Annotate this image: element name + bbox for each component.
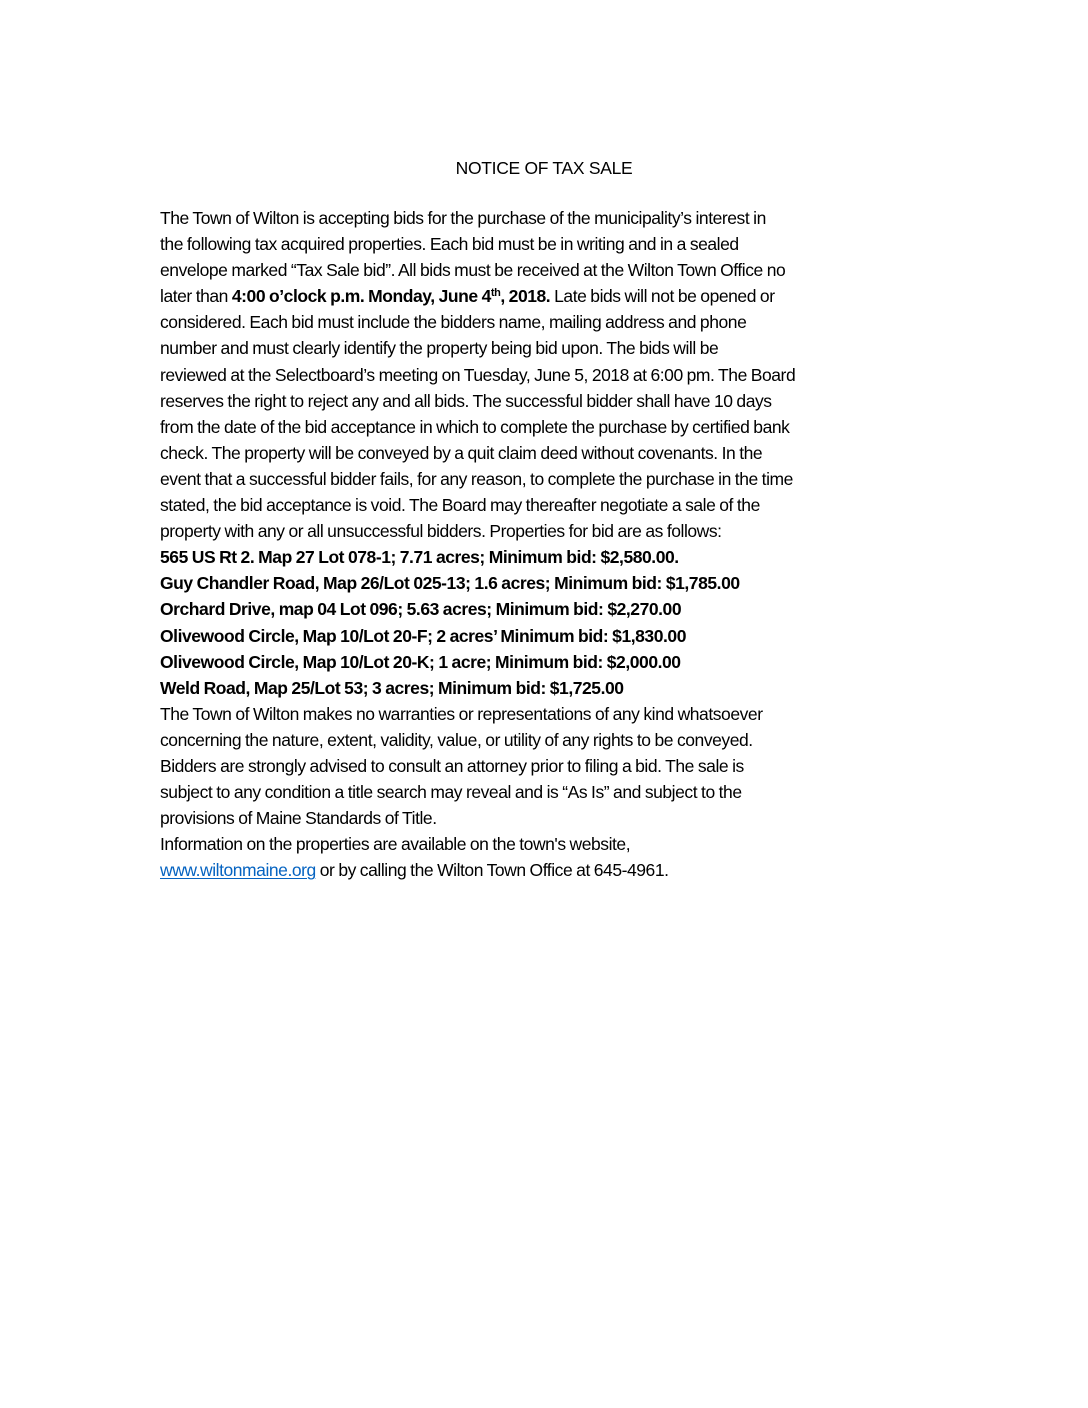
website-link[interactable]: www.wiltonmaine.org bbox=[160, 860, 316, 881]
property-item: Weld Road, Map 25/Lot 53; 3 acres; Minimum bid: $1,725.00 bbox=[160, 677, 624, 698]
intro-line: envelope marked “Tax Sale bid”. All bids must be received at the Wilton Town Office no bbox=[160, 260, 786, 281]
intro-line: the following tax acquired properties. Each bid must be in writing and in a sealed bbox=[160, 234, 739, 255]
body-line: reserves the right to reject any and all bids. The successful bidder shall have 10 days bbox=[160, 390, 772, 411]
deadline-year: , 2018. bbox=[500, 286, 551, 307]
deadline-datetime: 4:00 o’clock p.m. Monday, June 4 bbox=[231, 286, 491, 307]
body-line: stated, the bid acceptance is void. The Board may thereafter negotiate a sale of the bbox=[160, 495, 760, 516]
contact-line bbox=[160, 857, 940, 883]
contact-suffix: or by calling the Wilton Town Office at 645-4961. bbox=[315, 860, 669, 881]
body-line: check. The property will be conveyed by a quit claim deed without covenants. In the bbox=[160, 442, 763, 463]
property-item: Olivewood Circle, Map 10/Lot 20-F; 2 acres’ Minimum bid: $1,830.00 bbox=[160, 625, 686, 646]
body-line: considered. Each bid must include the bidders name, mailing address and phone bbox=[160, 312, 747, 333]
notice-body bbox=[160, 205, 940, 883]
disclaimer-line: subject to any condition a title search may reveal and is “As Is” and subject to the bbox=[160, 782, 742, 803]
property-item: Guy Chandler Road, Map 26/Lot 025-13; 1.6 acres; Minimum bid: $1,785.00 bbox=[160, 573, 740, 594]
disclaimer-line: concerning the nature, extent, validity, value, or utility of any rights to be conveyed. bbox=[160, 729, 753, 750]
disclaimer-line: Bidders are strongly advised to consult an attorney prior to filing a bid. The sale is bbox=[160, 755, 744, 776]
property-item: Orchard Drive, map 04 Lot 096; 5.63 acres; Minimum bid: $2,270.00 bbox=[160, 599, 682, 620]
deadline-prefix: later than bbox=[160, 286, 232, 307]
info-line: Information on the properties are available on the town's website, bbox=[160, 834, 631, 855]
disclaimer-line: provisions of Maine Standards of Title. bbox=[160, 808, 437, 829]
disclaimer-line: The Town of Wilton makes no warranties or representations of any kind whatsoever bbox=[160, 703, 763, 724]
body-line: from the date of the bid acceptance in which to complete the purchase by certified bank bbox=[160, 416, 790, 437]
property-item: Olivewood Circle, Map 10/Lot 20-K; 1 acre; Minimum bid: $2,000.00 bbox=[160, 651, 681, 672]
body-line: property with any or all unsuccessful bidders. Properties for bid are as follows: bbox=[160, 521, 722, 542]
deadline-line bbox=[160, 283, 940, 309]
body-line: reviewed at the Selectboard’s meeting on Tuesday, June 5, 2018 at 6:00 pm. The Board bbox=[160, 364, 796, 385]
body-line: event that a successful bidder fails, for any reason, to complete the purchase in the time bbox=[160, 468, 793, 489]
deadline-suffix: Late bids will not be opened or bbox=[550, 286, 775, 307]
document-title: NOTICE OF TAX SALE bbox=[455, 158, 633, 178]
property-item: 565 US Rt 2. Map 27 Lot 078-1; 7.71 acres; Minimum bid: $2,580.00. bbox=[160, 547, 679, 568]
intro-line: The Town of Wilton is accepting bids for the purchase of the municipality’s interest in bbox=[160, 208, 766, 228]
deadline-ordinal-suffix: th bbox=[490, 287, 501, 300]
body-line: number and must clearly identify the property being bid upon. The bids will be bbox=[160, 338, 719, 359]
